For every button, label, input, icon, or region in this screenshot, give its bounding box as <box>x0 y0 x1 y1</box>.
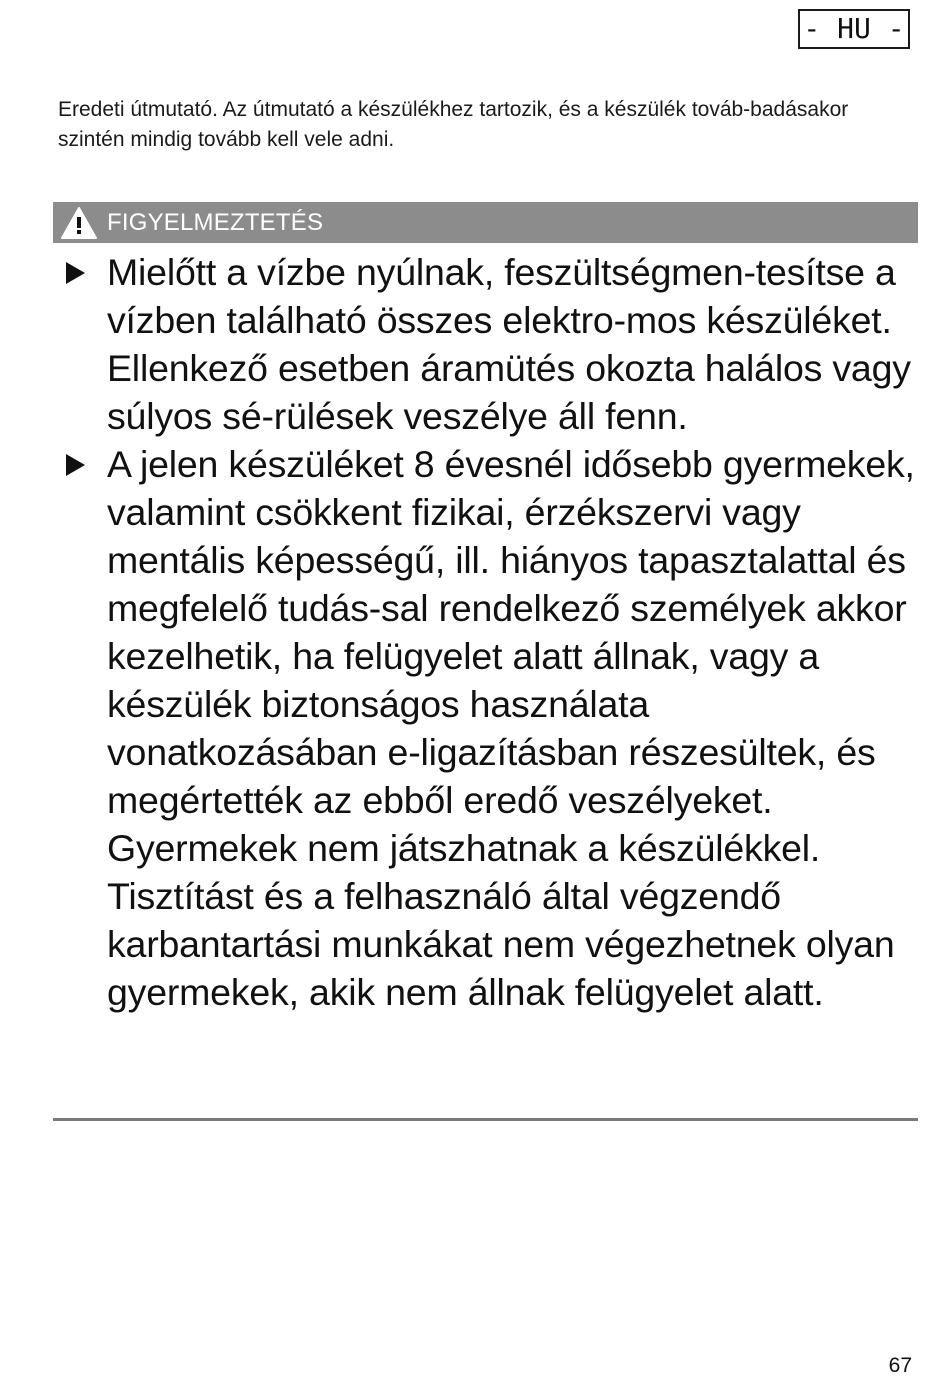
intro-paragraph: Eredeti útmutató. Az útmutató a készülékhez tartozik, és a készülék továb-badásakor szintén mindig tovább kell vele adni. <box>58 98 849 151</box>
page-number: 67 <box>888 1354 912 1377</box>
warning-list <box>58 248 918 1016</box>
warning-item-text: Mielőtt a vízbe nyúlnak, feszültségmen-tesítse a vízben található összes elektro-mos készüléket. Ellenkező esetben áramütés okozta halálos vagy súlyos sé-rülések veszélye áll fenn. <box>107 251 911 437</box>
warning-item <box>58 440 918 1016</box>
language-indicator: - HU - <box>798 9 910 49</box>
warning-title: FIGYELMEZTETÉS <box>107 208 324 236</box>
bullet-arrow-icon <box>66 262 85 284</box>
warning-item <box>58 248 918 440</box>
bullet-arrow-icon <box>66 454 85 476</box>
warning-item-text: A jelen készüléket 8 évesnél idősebb gyermekek, valamint csökkent fizikai, érzékszervi vagy mentális képességű, ill. hiányos tapasztalattal és megfelelő tudás-sal rendelkező személyek akkor kezelhetik, ha felügyelet alatt állnak, vagy a készülék biztonságos használata vonatkozásában e-ligazításban részesültek, és megértették az ebből eredő veszélyeket. Gyermekek nem játszhatnak a készülékkel. Tisztítást és a felhasználó által végzendő karbantartási munkákat nem végezhetnek olyan gyermekek, akik nem állnak felügyelet alatt. <box>107 443 915 1013</box>
warning-header <box>53 202 918 243</box>
section-divider <box>53 1118 918 1121</box>
warning-triangle-icon <box>59 206 99 240</box>
